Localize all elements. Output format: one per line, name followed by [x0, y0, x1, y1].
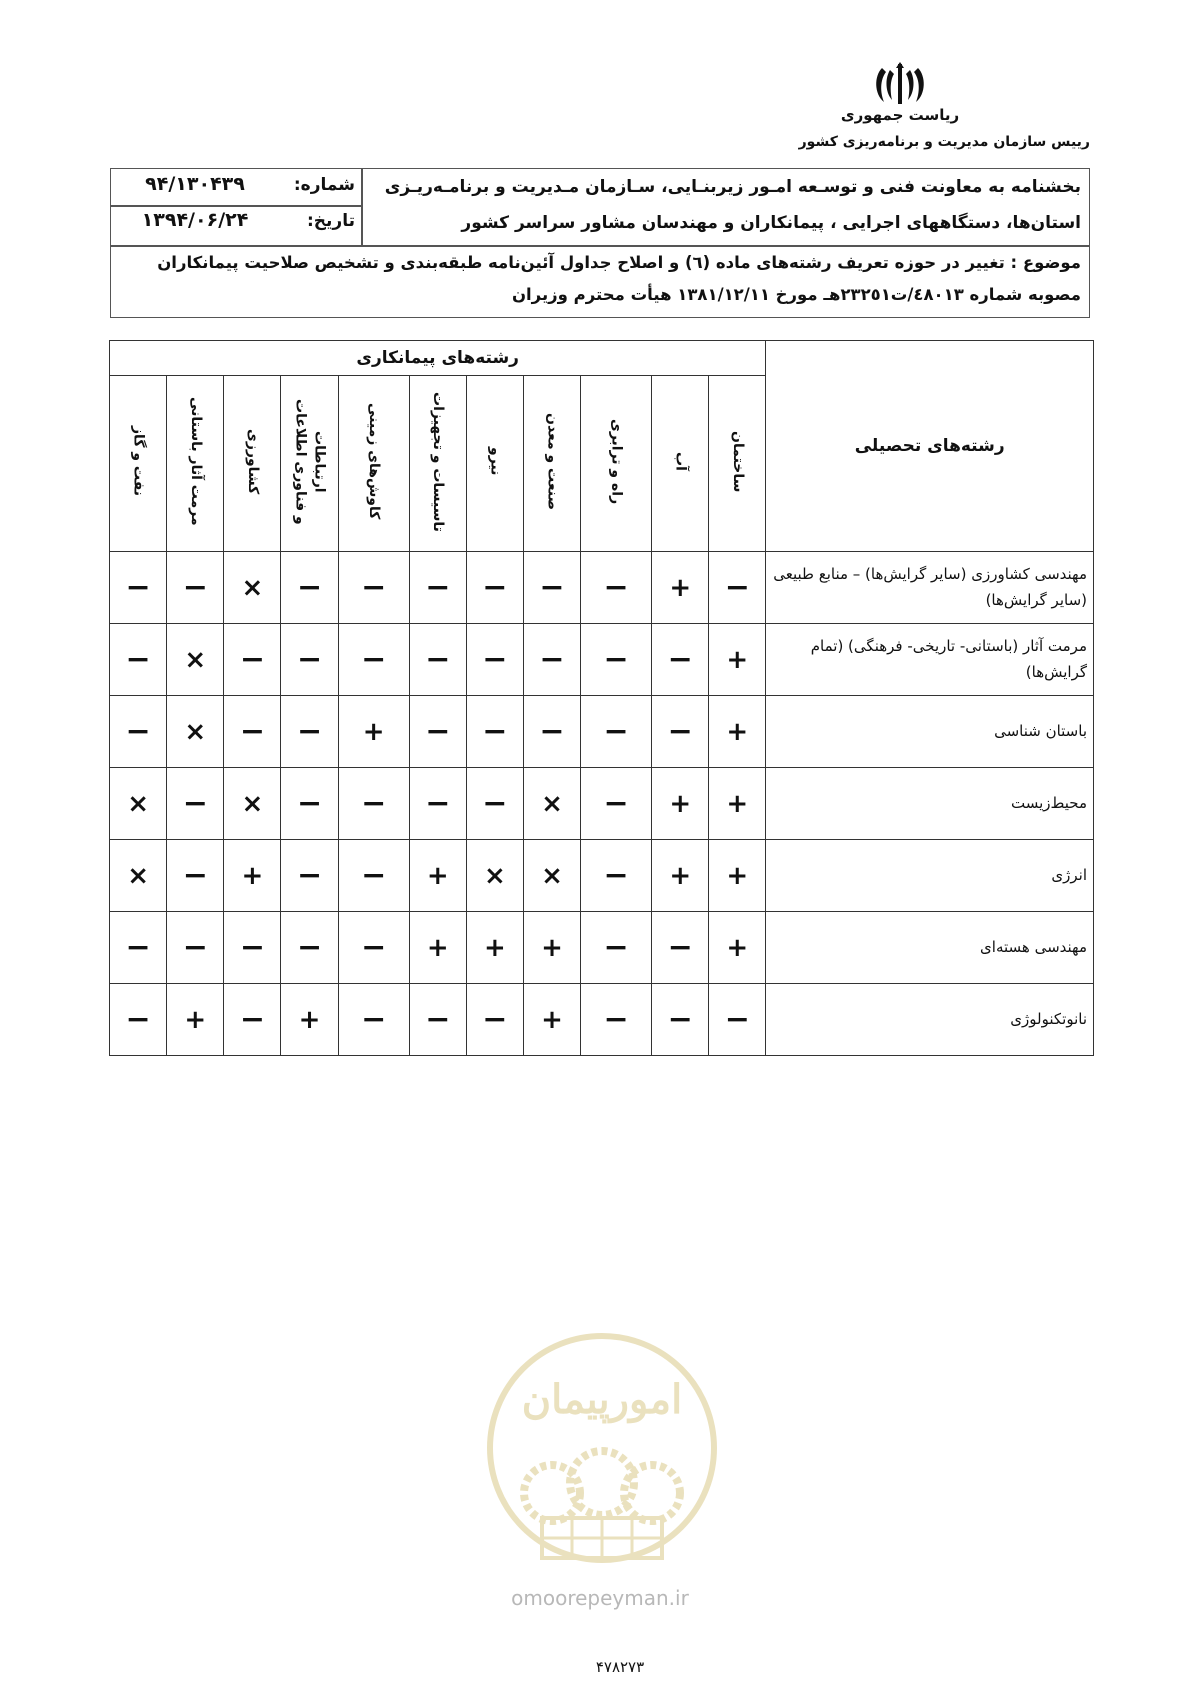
- page-code: ۴۷۸۲۷۳: [595, 1658, 645, 1676]
- mark-cell: −: [709, 984, 766, 1056]
- mark-cell: −: [167, 552, 224, 624]
- org-title: ریاست جمهوری: [840, 106, 960, 124]
- column-header: [523, 376, 580, 552]
- table-row: [110, 696, 1094, 768]
- iran-emblem-icon: [870, 62, 930, 108]
- table-row: [110, 768, 1094, 840]
- column-header: [338, 376, 409, 552]
- mark-cell: −: [581, 552, 652, 624]
- mark-cell: −: [409, 696, 466, 768]
- recipient-line-1: بخشنامه به معاونت فنی و توسـعه امـور زیربنـایی، سـازمان مـدیریت و برنامـه‌ریـزی: [384, 177, 1081, 197]
- mark-cell: ×: [110, 768, 167, 840]
- mark-cell: −: [466, 768, 523, 840]
- mark-cell: +: [709, 768, 766, 840]
- row-label: باستان شناسی: [766, 696, 1094, 768]
- column-header-label: صنعت و معدن: [544, 412, 561, 511]
- mark-cell: ×: [224, 768, 281, 840]
- mark-cell: +: [224, 840, 281, 912]
- column-header: [466, 376, 523, 552]
- mark-cell: ×: [224, 552, 281, 624]
- mark-cell: −: [338, 552, 409, 624]
- mark-cell: −: [581, 696, 652, 768]
- mark-cell: −: [466, 984, 523, 1056]
- table-row: [110, 552, 1094, 624]
- table-row: [110, 912, 1094, 984]
- table-row: [110, 624, 1094, 696]
- mark-cell: −: [409, 768, 466, 840]
- column-header: [281, 376, 338, 552]
- mark-cell: +: [709, 840, 766, 912]
- column-header-label: آب: [672, 452, 689, 471]
- watermark-site: omoorepeyman.ir: [511, 1586, 689, 1610]
- recipient-line-2: استان‌ها، دستگاههای اجرایی ، پیمانکاران و مهندسان مشاور سراسر کشور: [461, 213, 1081, 233]
- mark-cell: −: [652, 984, 709, 1056]
- watermark-logo-text: امورپیمان: [521, 1376, 683, 1423]
- mark-cell: −: [110, 696, 167, 768]
- mark-cell: −: [281, 840, 338, 912]
- column-header: [167, 376, 224, 552]
- column-header: [224, 376, 281, 552]
- mark-cell: −: [652, 696, 709, 768]
- mark-cell: +: [652, 768, 709, 840]
- mark-cell: −: [466, 624, 523, 696]
- mark-cell: −: [167, 912, 224, 984]
- mark-cell: −: [224, 624, 281, 696]
- row-label: نانوتکنولوژی: [766, 984, 1094, 1056]
- row-label: مرمت آثار (باستانی- تاریخی- فرهنگی) (تمام گرایش‌ها): [766, 624, 1094, 696]
- mark-cell: −: [709, 552, 766, 624]
- mark-cell: −: [581, 984, 652, 1056]
- eligibility-table: [109, 340, 1094, 1056]
- subject-line-2: مصوبه شماره ٤٨٠١٣/ت٢٣٢٥١هـ مورخ ۱۳۸۱/۱۲/۱۱ هیأت محترم وزیران: [511, 285, 1081, 304]
- mark-cell: −: [523, 696, 580, 768]
- mark-cell: −: [409, 552, 466, 624]
- column-header-label: ساختمان: [729, 430, 746, 493]
- row-header: رشته‌های تحصیلی: [766, 341, 1094, 552]
- mark-cell: −: [224, 696, 281, 768]
- column-header: [652, 376, 709, 552]
- column-header: [110, 376, 167, 552]
- watermark-logo: [482, 1318, 722, 1578]
- mark-cell: −: [581, 768, 652, 840]
- column-header-label: تاسیسات و تجهیزات: [430, 391, 447, 532]
- date-label: تاریخ:: [307, 211, 355, 231]
- mark-cell: +: [709, 696, 766, 768]
- letter-header-box: [110, 168, 1090, 318]
- row-label: انرژی: [766, 840, 1094, 912]
- mark-cell: ×: [167, 624, 224, 696]
- mark-cell: ×: [167, 696, 224, 768]
- mark-cell: −: [224, 984, 281, 1056]
- mark-cell: +: [167, 984, 224, 1056]
- mark-cell: −: [652, 912, 709, 984]
- date-value: ۱۳۹۴/۰۶/۲۴: [141, 209, 249, 231]
- mark-cell: −: [224, 912, 281, 984]
- mark-cell: −: [110, 984, 167, 1056]
- mark-cell: −: [338, 768, 409, 840]
- column-header-label: مرمت آثار باستانی: [187, 397, 204, 526]
- row-label: مهندسی کشاورزی (سایر گرایش‌ها) – منابع طبیعی (سایر گرایش‌ها): [766, 552, 1094, 624]
- mark-cell: ×: [523, 768, 580, 840]
- mark-cell: −: [167, 768, 224, 840]
- mark-cell: −: [110, 624, 167, 696]
- column-header-label: ارتباطات و فناوری اطلاعات: [292, 398, 328, 525]
- mark-cell: +: [523, 984, 580, 1056]
- mark-cell: +: [338, 696, 409, 768]
- column-header: [581, 376, 652, 552]
- mark-cell: −: [338, 912, 409, 984]
- mark-cell: +: [409, 912, 466, 984]
- mark-cell: +: [652, 552, 709, 624]
- mark-cell: −: [110, 912, 167, 984]
- column-header-label: نفت و گاز: [130, 426, 147, 497]
- mark-cell: −: [281, 768, 338, 840]
- group-header: رشته‌های پیمانکاری: [110, 341, 766, 376]
- mark-cell: −: [523, 624, 580, 696]
- subject-line-1: موضوع : تغییر در حوزه تعریف رشته‌های ماده (٦) و اصلاح جداول آئین‌نامه طبقه‌بندی و تشخیص صلاحیت پیمانکاران: [157, 253, 1081, 272]
- mark-cell: −: [409, 624, 466, 696]
- number-label: شماره:: [293, 175, 355, 195]
- column-header: [709, 376, 766, 552]
- mark-cell: −: [281, 552, 338, 624]
- table-row: [110, 984, 1094, 1056]
- mark-cell: −: [652, 624, 709, 696]
- mark-cell: −: [466, 552, 523, 624]
- mark-cell: −: [338, 840, 409, 912]
- mark-cell: −: [281, 696, 338, 768]
- column-header: [409, 376, 466, 552]
- column-header-label: نیرو: [487, 447, 504, 476]
- row-label: محیط‌زیست: [766, 768, 1094, 840]
- mark-cell: −: [581, 912, 652, 984]
- mark-cell: −: [523, 552, 580, 624]
- column-header-label: کاوش‌های زمینی: [366, 403, 383, 520]
- mark-cell: +: [523, 912, 580, 984]
- mark-cell: −: [581, 840, 652, 912]
- org-subtitle: رییس سازمان مدیریت و برنامه‌ریزی کشور: [798, 134, 1090, 150]
- mark-cell: +: [709, 624, 766, 696]
- mark-cell: −: [581, 624, 652, 696]
- mark-cell: −: [338, 984, 409, 1056]
- mark-cell: −: [466, 696, 523, 768]
- column-header-label: کشاورزی: [244, 428, 261, 495]
- mark-cell: −: [338, 624, 409, 696]
- mark-cell: +: [409, 840, 466, 912]
- column-header-label: راه و ترابری: [608, 418, 625, 505]
- mark-cell: +: [652, 840, 709, 912]
- mark-cell: −: [281, 912, 338, 984]
- mark-cell: +: [281, 984, 338, 1056]
- mark-cell: ×: [523, 840, 580, 912]
- row-label: مهندسی هسته‌ای: [766, 912, 1094, 984]
- mark-cell: ×: [466, 840, 523, 912]
- mark-cell: +: [709, 912, 766, 984]
- mark-cell: −: [281, 624, 338, 696]
- mark-cell: −: [167, 840, 224, 912]
- number-value: ۹۴/۱۳۰۴۳۹: [145, 173, 245, 195]
- mark-cell: −: [110, 552, 167, 624]
- mark-cell: +: [466, 912, 523, 984]
- mark-cell: −: [409, 984, 466, 1056]
- table-row: [110, 840, 1094, 912]
- mark-cell: ×: [110, 840, 167, 912]
